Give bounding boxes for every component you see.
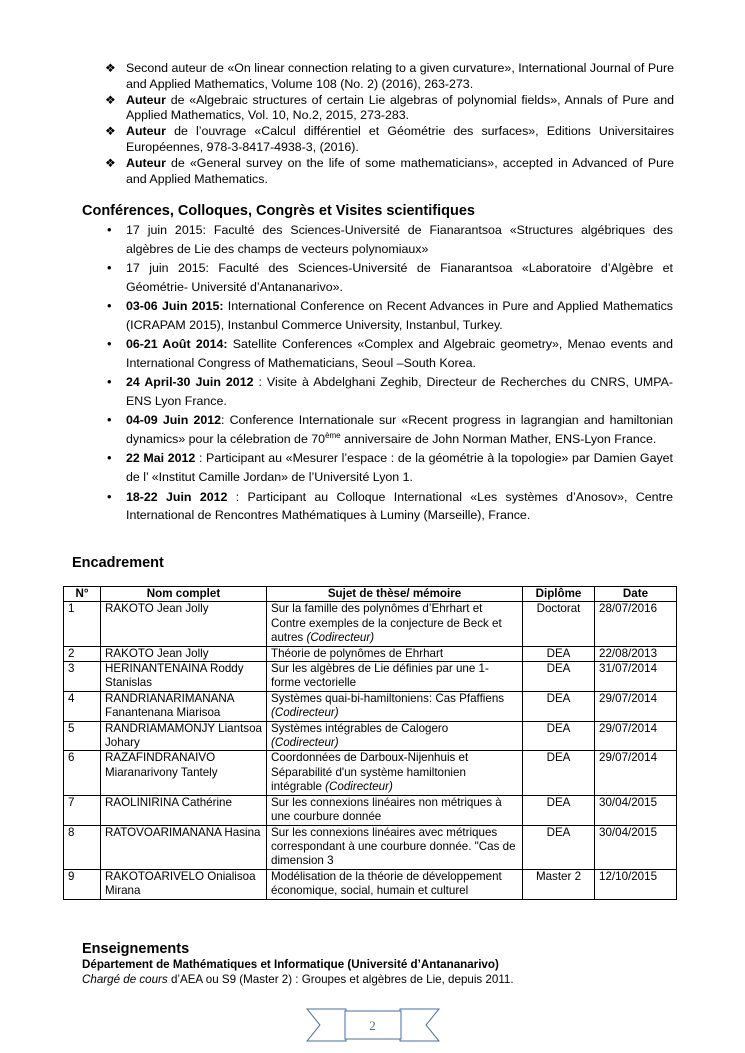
conference-item xyxy=(104,411,673,448)
table-header-cell: Date xyxy=(595,587,677,602)
conference-text: Satellite Conferences «Complex and Algebraic geometry», Menao events and International Congress of Mathematicians, Seoul –South Korea. xyxy=(126,337,673,370)
bullet-icon: • xyxy=(107,298,112,314)
student-name: RANDRIAMAMONJY Liantsoa Johary xyxy=(101,721,267,751)
page-number: 2 xyxy=(369,1018,376,1033)
supervisor-role: (Codirecteur) xyxy=(271,736,339,750)
conference-date: 24 April-30 Juin 2012 xyxy=(126,375,254,390)
degree: DEA xyxy=(523,721,595,751)
conference-text: 17 juin 2015: Faculté des Sciences-Université de Fianarantsoa «Laboratoire d’Algèbre et Géométrie- Université d’Antananarivo». xyxy=(126,261,673,294)
publication-role: Auteur xyxy=(126,92,166,107)
row-number: 8 xyxy=(64,825,101,869)
conference-superscript: ème xyxy=(325,430,341,440)
conference-date: 18-22 Juin 2012 xyxy=(126,489,228,504)
degree: DEA xyxy=(523,825,595,869)
student-name: RAZAFINDRANAIVO Miaranarivony Tantely xyxy=(101,751,267,795)
table-row xyxy=(64,602,677,646)
table-row xyxy=(64,751,677,795)
conference-text-continued: anniversaire de John Norman Mather, ENS-Lyon France. xyxy=(340,431,657,446)
date: 29/07/2014 xyxy=(595,751,677,795)
row-number: 9 xyxy=(64,869,101,899)
table-row xyxy=(64,721,677,751)
enseignements-heading: Enseignements xyxy=(82,941,190,957)
thesis-subject-text: Modélisation de la théorie de développement économique, social, humain et culturel xyxy=(271,869,502,898)
course-role: Chargé de cours xyxy=(82,973,168,986)
conference-item xyxy=(104,373,673,410)
row-number: 6 xyxy=(64,751,101,795)
date: 29/07/2014 xyxy=(595,691,677,721)
thesis-subject xyxy=(267,869,523,899)
course-text: d’AEA ou S9 (Master 2) : Groupes et algèbres de Lie, depuis 2011. xyxy=(167,973,514,986)
conference-date: 04-09 Juin 2012 xyxy=(126,413,222,428)
conference-date: 22 Mai 2012 xyxy=(126,451,196,466)
table-row xyxy=(64,646,677,661)
course-line xyxy=(82,973,514,986)
thesis-subject-text: Sur la famille des polynômes d’Ehrhart et Contre exemples de la conjecture de Beck et autres xyxy=(271,602,502,645)
degree: DEA xyxy=(523,751,595,795)
table-header-cell: N° xyxy=(64,587,101,602)
table-row xyxy=(64,795,677,825)
table-header-row xyxy=(64,587,677,602)
student-name: RAKOTO Jean Jolly xyxy=(101,646,267,661)
supervisor-role: (Codirecteur) xyxy=(271,706,339,720)
conference-text: : Conference Internationale sur «Recent progress in lagrangian and hamiltonian dynamics» pour la célebration de 70 xyxy=(126,413,673,446)
degree: DEA xyxy=(523,691,595,721)
thesis-subject xyxy=(267,795,523,825)
conference-date: 06-21 Août 2014: xyxy=(126,337,228,352)
publication-text: de «General survey on the life of some mathematicians», accepted in Advanced of Pure and Applied Mathematics. xyxy=(126,156,674,186)
department-line: Département de Mathématiques et Informatique (Université d’Antananarivo) xyxy=(82,958,499,971)
thesis-subject-text: Théorie de polynômes de Ehrhart xyxy=(271,646,444,660)
publication-item xyxy=(104,93,674,124)
table-row xyxy=(64,662,677,692)
bullet-icon: • xyxy=(107,488,112,504)
thesis-subject xyxy=(267,602,523,646)
student-name: RAOLINIRINA Cathérine xyxy=(101,795,267,825)
student-name: HERINANTENAINA Roddy Stanislas xyxy=(101,662,267,692)
conference-item xyxy=(104,297,673,334)
table-row xyxy=(64,825,677,869)
thesis-subject xyxy=(267,662,523,692)
table-header-cell: Diplôme xyxy=(523,587,595,602)
conference-text: : Participant au Colloque International «Les systèmes d’Anosov», Centre International de Rencontres Mathématiques à Luminy (Marseille), France. xyxy=(126,489,673,523)
conference-text: : Visite à Abdelghani Zeghib, Directeur de Recherches du CNRS, UMPA-ENS Lyon France. xyxy=(126,375,673,408)
diamond-bullet-icon: ❖ xyxy=(105,92,116,107)
publications-list xyxy=(104,61,674,188)
student-name: RAKOTOARIVELO Onialisoa Mirana xyxy=(101,869,267,899)
bullet-icon: • xyxy=(107,336,112,352)
table-row xyxy=(64,869,677,899)
thesis-subject-text: Coordonnées de Darboux-Nijenhuis et Séparabilité d'un système hamiltonien intégrable xyxy=(271,751,469,794)
publication-text: de l’ouvrage «Calcul différentiel et Géométrie des surfaces», Editions Universitaires Européennes, 978-3-8417-4938-3, (2016). xyxy=(126,124,674,154)
conference-item xyxy=(104,488,673,525)
degree: Master 2 xyxy=(523,869,595,899)
thesis-subject-text: Sur les connexions linéaires avec métriques correspondant à une courbure donnée. "Cas de dimension 3 xyxy=(271,825,516,868)
degree: DEA xyxy=(523,662,595,692)
row-number: 1 xyxy=(64,602,101,646)
row-number: 3 xyxy=(64,662,101,692)
thesis-subject xyxy=(267,646,523,661)
date: 12/10/2015 xyxy=(595,869,677,899)
publication-item xyxy=(104,124,674,155)
supervision-table xyxy=(63,586,677,900)
conference-item xyxy=(104,221,673,258)
encadrement-heading: Encadrement xyxy=(72,555,164,571)
date: 30/04/2015 xyxy=(595,825,677,869)
student-name: RANDRIANARIMANANA Fanantenana Miarisoa xyxy=(101,691,267,721)
date: 29/07/2014 xyxy=(595,721,677,751)
conference-item xyxy=(104,335,673,372)
diamond-bullet-icon: ❖ xyxy=(105,156,116,171)
row-number: 7 xyxy=(64,795,101,825)
conferences-heading: Conférences, Colloques, Congrès et Visites scientifiques xyxy=(82,203,475,219)
thesis-subject xyxy=(267,721,523,751)
degree: DEA xyxy=(523,646,595,661)
publication-text: Second auteur de «On linear connection relating to a given curvature», International Journal of Pure and Applied Mathematics, Volume 108 (No. 2) (2016), 263-273. xyxy=(126,61,674,91)
diamond-bullet-icon: ❖ xyxy=(105,124,116,139)
conference-text: 17 juin 2015: Faculté des Sciences-Université de Fianarantsoa «Structures algébriques des algèbres de Lie des champs de vecteurs polynomiaux» xyxy=(126,223,673,256)
conferences-list xyxy=(104,221,673,526)
conference-item xyxy=(104,259,673,296)
date: 28/07/2016 xyxy=(595,602,677,646)
table-header-cell: Nom complet xyxy=(101,587,267,602)
date: 30/04/2015 xyxy=(595,795,677,825)
date: 22/08/2013 xyxy=(595,646,677,661)
thesis-subject-text: Sur les connexions linéaires non métriques à une courbure donnée xyxy=(271,795,502,824)
table-row xyxy=(64,691,677,721)
publication-role: Auteur xyxy=(126,156,166,171)
row-number: 4 xyxy=(64,691,101,721)
student-name: RATOVOARIMANANA Hasina xyxy=(101,825,267,869)
thesis-subject xyxy=(267,691,523,721)
student-name: RAKOTO Jean Jolly xyxy=(101,602,267,646)
table-header-cell: Sujet de thèse/ mémoire xyxy=(267,587,523,602)
diamond-bullet-icon: ❖ xyxy=(105,61,116,75)
bullet-icon: • xyxy=(107,222,112,237)
bullet-icon: • xyxy=(107,412,112,428)
bullet-icon: • xyxy=(107,260,112,276)
degree: Doctorat xyxy=(523,602,595,646)
supervisor-role: (Codirecteur) xyxy=(306,631,375,645)
conference-text: International Conference on Recent Advances in Pure and Applied Mathematics (ICRAPAM 2015), Instanbul Commerce University, Instanbul, Turkey. xyxy=(126,299,673,332)
thesis-subject-text: Systèmes quai-bi-hamiltoniens: Cas Pfaffiens xyxy=(271,691,505,705)
supervisor-role: (Codirecteur) xyxy=(325,780,393,794)
thesis-subject xyxy=(267,825,523,869)
publication-item xyxy=(104,156,674,187)
row-number: 5 xyxy=(64,721,101,751)
publication-text: de «Algebraic structures of certain Lie algebras of polynomial fields», Annals of Pure and Applied Mathematics, Vol. 10, No.2, 2015, 273-283. xyxy=(126,92,674,123)
degree: DEA xyxy=(523,795,595,825)
conference-item xyxy=(104,449,673,486)
publication-item xyxy=(104,61,674,92)
bullet-icon: • xyxy=(107,450,112,466)
thesis-subject-text: Sur les algèbres de Lie définies par une 1-forme vectorielle xyxy=(271,662,489,690)
bullet-icon: • xyxy=(107,374,112,390)
conference-text: : Participant au «Mesurer l’espace : de la géométrie à la topologie» par Damien Gayet de l’ «Institut Camille Jordan» de l’Université Lyon 1. xyxy=(126,451,673,485)
thesis-subject xyxy=(267,751,523,795)
row-number: 2 xyxy=(64,646,101,661)
publication-role: Auteur xyxy=(126,124,166,139)
date: 31/07/2014 xyxy=(595,662,677,692)
thesis-subject-text: Systèmes intégrables de Calogero xyxy=(271,721,449,735)
conference-date: 03-06 Juin 2015: xyxy=(126,299,224,314)
